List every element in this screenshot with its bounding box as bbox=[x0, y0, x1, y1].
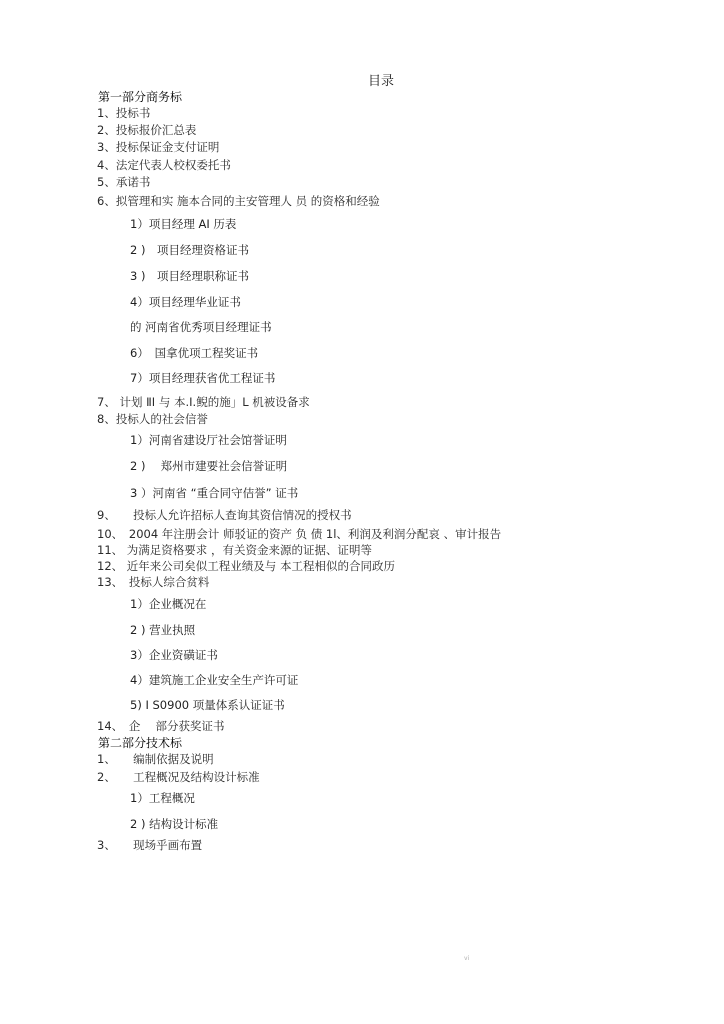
toc-subitem: 3 ）河南省 “重合同守佶誉” 证书 bbox=[130, 486, 299, 500]
toc-item: 3、 现场乎画布置 bbox=[97, 838, 203, 852]
page-title: 目录 bbox=[368, 74, 395, 89]
part1-heading: 第一部分商务标 bbox=[98, 90, 183, 104]
toc-item: 11、 为满足资格要求 ，有关资金来源的证据、证明等 bbox=[97, 543, 372, 557]
toc-subitem: 5) I S0900 项量体系认证证书 bbox=[130, 698, 285, 712]
toc-item: 13、 投标人综合贫料 bbox=[97, 575, 210, 589]
toc-item: 3、投标保证金支付证明 bbox=[97, 140, 220, 154]
toc-subitem: 2 ) 结构设计标准 bbox=[130, 817, 219, 831]
toc-subitem: 7）项目经理获省优工程证书 bbox=[130, 371, 276, 385]
part2-heading: 第二部分技术标 bbox=[98, 736, 183, 750]
toc-subitem: 1）项目经理 AI 历表 bbox=[130, 217, 237, 231]
toc-subitem: 6） 国拿优项工程奖证书 bbox=[130, 346, 259, 360]
toc-item: 4、法定代表人校权委托书 bbox=[97, 158, 231, 172]
toc-item: 14、 企 部分获奖证书 bbox=[97, 719, 225, 733]
toc-subitem: 3）企业资磺证书 bbox=[130, 648, 218, 662]
toc-subitem: 3 ) 项目经理职称证书 bbox=[130, 269, 249, 283]
toc-item: 2、投标报价汇总表 bbox=[97, 123, 197, 137]
toc-subitem: 4）项目经理华业证书 bbox=[130, 295, 241, 309]
toc-item: 12、 近年来公司矣似工程业绩及与 本工程相似的合同政历 bbox=[97, 559, 395, 573]
toc-subitem: 2 ) 项目经理资格证书 bbox=[130, 243, 249, 257]
toc-item: 1、 编制依据及说明 bbox=[97, 752, 214, 766]
toc-subitem: 2 ) 营业执照 bbox=[130, 623, 196, 637]
toc-subitem: 4）建筑施工企业安全生产许可证 bbox=[130, 673, 299, 687]
toc-subitem: 1）工程概况 bbox=[130, 791, 195, 805]
toc-item: 9、 投标人允许招标人查询其资信情况的授权书 bbox=[97, 508, 352, 522]
toc-item: 8、投标人的社会信誉 bbox=[97, 412, 208, 426]
toc-item: 2、 工程概况及结构设计标准 bbox=[97, 770, 260, 784]
footer-mark: vi bbox=[464, 955, 470, 962]
toc-subitem: 1）河南省建设厅社会馆誉证明 bbox=[130, 433, 287, 447]
toc-subitem: 的 河南省优秀项目经理证书 bbox=[130, 320, 272, 334]
toc-item: 7、 计划 ⅡI 与 本.I.鲵的施」L 机被设备求 bbox=[97, 395, 310, 409]
toc-item: 1、投标书 bbox=[97, 106, 151, 120]
toc-subitem: 2 ) 郑州市建要社会信誉证明 bbox=[130, 459, 288, 473]
toc-item: 6、拟管理和实 施本合同的主安管理人 员 的资格和经验 bbox=[97, 194, 380, 208]
toc-item: 5、承诺书 bbox=[97, 175, 151, 189]
toc-item: 10、 2004 年注册会计 师驳证的资产 负 债 1l、利润及利润分配哀 、审计报告 bbox=[97, 527, 502, 541]
toc-subitem: 1）企业概况在 bbox=[130, 597, 207, 611]
